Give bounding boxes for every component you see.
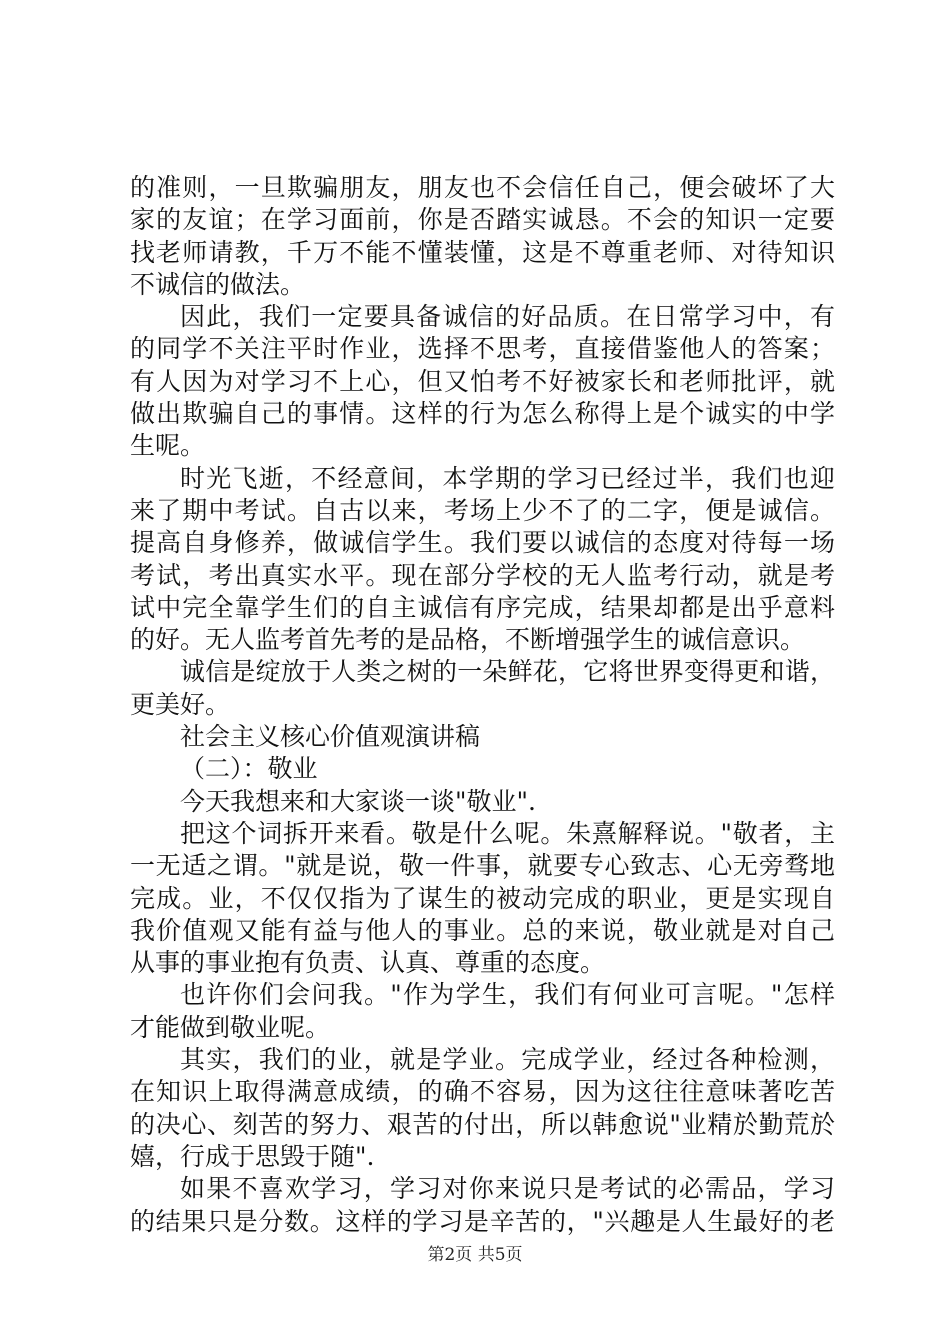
text-line: 我价值观又能有益与他人的事业。总的来说，敬业就是对自己 xyxy=(130,915,835,945)
text-line: 其实，我们的业，就是学业。完成学业，经过各种检测， xyxy=(180,1045,835,1075)
text-line: 试中完全靠学生们的自主诚信有序完成，结果却都是出乎意料 xyxy=(130,592,835,622)
text-line: （二）：敬业 xyxy=(180,754,318,784)
text-line: 更美好。 xyxy=(130,689,231,719)
text-line: 诚信是绽放于人类之树的一朵鲜花，它将世界变得更和谐， xyxy=(180,657,835,687)
text-line: 时光飞逝，不经意间，本学期的学习已经过半，我们也迎 xyxy=(180,463,835,493)
text-line: 一无适之谓。"就是说，敬一件事，就要专心致志、心无旁骛地 xyxy=(130,851,835,881)
text-line: 把这个词拆开来看。敬是什么呢。朱熹解释说。"敬者，主 xyxy=(180,818,835,848)
text-line: 因此，我们一定要具备诚信的好品质。在日常学习中，有 xyxy=(180,302,835,332)
document-body xyxy=(130,172,835,1238)
text-line: 如果不喜欢学习，学习对你来说只是考试的必需品，学习 xyxy=(180,1174,835,1204)
text-line: 生呢。 xyxy=(130,431,206,461)
text-line: 在知识上取得满意成绩，的确不容易，因为这往往意味著吃苦 xyxy=(130,1077,835,1107)
text-line: 才能做到敬业呢。 xyxy=(130,1012,331,1042)
text-line: 家的友谊；在学习面前，你是否踏实诚恳。不会的知识一定要 xyxy=(130,205,835,235)
text-line: 做出欺骗自己的事情。这样的行为怎么称得上是个诚实的中学 xyxy=(130,399,835,429)
text-line: 也许你们会问我。"作为学生，我们有何业可言呢。"怎样 xyxy=(180,980,835,1010)
text-line: 的好。无人监考首先考的是品格，不断增强学生的诚信意识。 xyxy=(130,625,806,655)
text-line: 提高自身修养，做诚信学生。我们要以诚信的态度对待每一场 xyxy=(130,528,835,558)
text-line: 不诚信的做法。 xyxy=(130,269,306,299)
text-line: 社会主义核心价值观演讲稿 xyxy=(180,722,481,752)
text-line: 的准则，一旦欺骗朋友，朋友也不会信任自己，便会破坏了大 xyxy=(130,173,835,202)
text-line: 从事的事业抱有负责、认真、尊重的态度。 xyxy=(130,948,606,978)
text-line: 有人因为对学习不上心，但又怕考不好被家长和老师批评，就 xyxy=(130,366,835,396)
text-line: 的同学不关注平时作业，选择不思考，直接借鉴他人的答案； xyxy=(130,334,835,364)
text-line: 考试，考出真实水平。现在部分学校的无人监考行动，就是考 xyxy=(130,560,835,590)
text-line: 的决心、刻苦的努力、艰苦的付出，所以韩愈说"业精於勤荒於 xyxy=(130,1109,835,1139)
text-line: 的结果只是分数。这样的学习是辛苦的，"兴趣是人生最好的老 xyxy=(130,1206,835,1236)
text-line: 今天我想来和大家谈一谈"敬业". xyxy=(180,786,536,816)
text-line: 嬉，行成于思毁于随". xyxy=(130,1141,375,1171)
text-line: 来了期中考试。自古以来，考场上少不了的二字，便是诚信。 xyxy=(130,495,835,525)
text-line: 找老师请教，千万不能不懂装懂，这是不尊重老师、对待知识 xyxy=(130,237,835,267)
page-footer: 第2页 共5页 xyxy=(427,1245,523,1265)
text-line: 完成。业，不仅仅指为了谋生的被动完成的职业，更是实现自 xyxy=(130,883,835,913)
